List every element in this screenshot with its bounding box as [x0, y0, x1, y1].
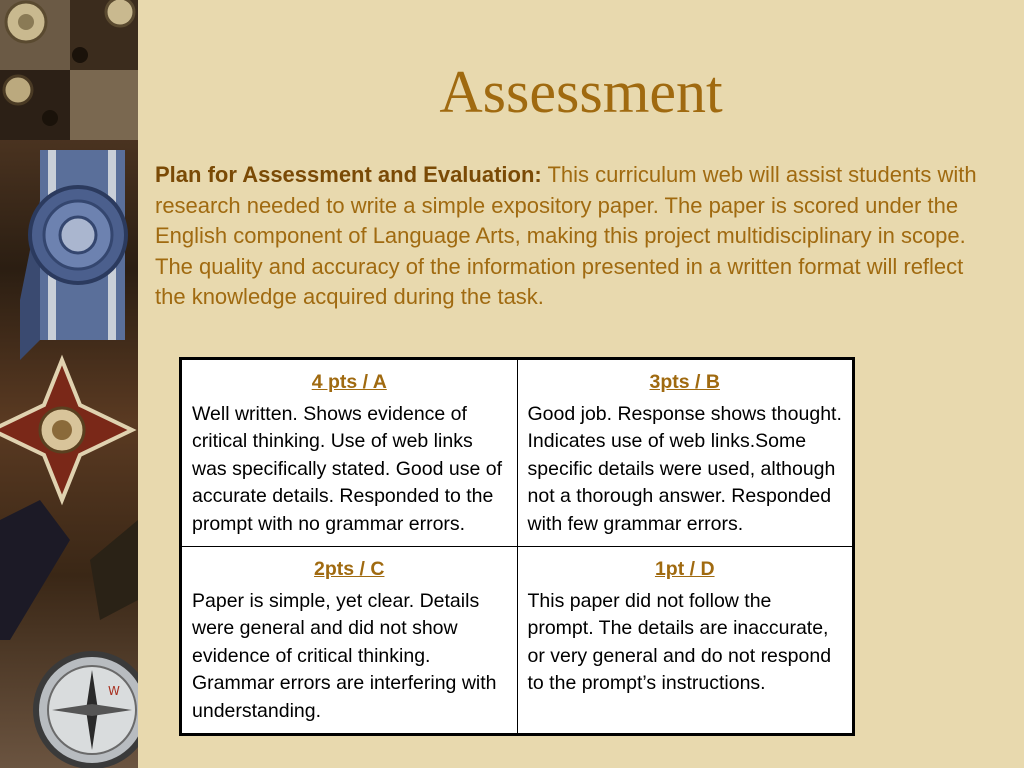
table-row: [181, 359, 854, 547]
grade-description: Well written. Shows evidence of critical thinking. Use of web links was specifically stated. Good use of accurate details. Responded to the prompt with no grammar errors.: [192, 402, 502, 535]
slide-title: Assessment: [439, 59, 723, 125]
svg-text:W: W: [108, 684, 120, 698]
rubric-cell-c: [181, 547, 518, 735]
grade-label: 2pts / C: [314, 558, 385, 580]
grade-label: 3pts / B: [649, 371, 720, 393]
intro-lead: Plan for Assessment and Evaluation:: [155, 162, 542, 187]
medal-collage-icon: [0, 0, 138, 768]
grade-description: This paper did not follow the prompt. The details are inaccurate, or very general and do not respond to the prompt’s instructions.: [527, 589, 832, 694]
grade-description: Good job. Response shows thought. Indicates use of web links.Some specific details were used, although not a thorough answer. Responded with few grammar errors.: [527, 402, 842, 535]
rubric-cell-a: [181, 359, 518, 547]
decorative-sidebar: [0, 0, 138, 768]
table-row: [181, 547, 854, 735]
intro-paragraph: [155, 160, 985, 313]
intro-body: This curriculum web will assist students with research needed to write a simple expository paper. The paper is scored under the English component of Language Arts, making this project multidisciplinary in scope. The quality and accuracy of the information presented in a written format will reflect the knowledge acquired during the task.: [155, 162, 977, 309]
rubric-table: [179, 357, 855, 736]
rubric-cell-b: [517, 359, 854, 547]
grade-description: Paper is simple, yet clear. Details were general and did not show evidence of critical thinking. Grammar errors are interfering with understanding.: [192, 589, 497, 722]
grade-label: 4 pts / A: [311, 371, 387, 393]
rubric-cell-d: [517, 547, 854, 735]
grade-label: 1pt / D: [654, 558, 715, 580]
